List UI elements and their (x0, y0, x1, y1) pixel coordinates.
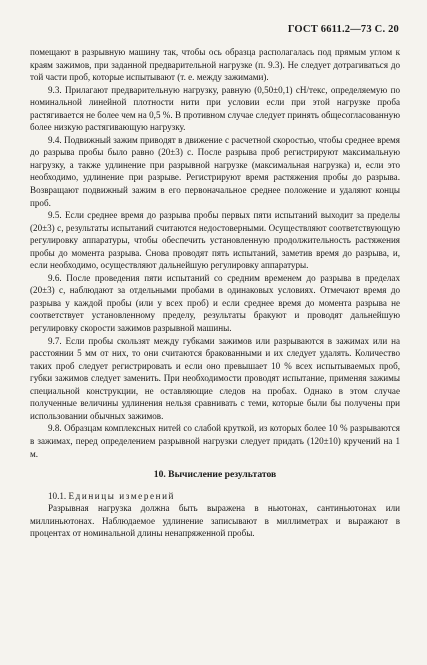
subsection-heading (30, 490, 400, 503)
section-title: 10. Вычисление результатов (153, 469, 277, 481)
subsection-number: 10.1. (48, 490, 67, 501)
paragraph-9-3: 9.3. Прилагают предварительную нагрузку, равную (0,50±0,1) сН/текс, определяемую по номинальной линейной плотности нити при условии если при этой нагрузке проба растягивается не более чем на 0,5 %. В противном случае следует принять общесогласованную более низкую растягивающую нагрузку. (30, 84, 400, 133)
paragraph-9-4: 9.4. Подвижный зажим приводят в движение с расчетной скоростью, чтобы среднее время до разрыва пробы было равно (20±3) с. После разрыва проб регистрируют максимальную нагрузку, а также удлинение при разрывной нагрузке (максимальная нагрузка) и, если это необходимо, удлинение при разрыве. Регистрируют время растяжения пробы до разрыва. Возвращают подвижный зажим в его первоначальное среднее положение и удаляют концы проб. (30, 134, 400, 208)
paragraph-9-6: 9.6. После проведения пяти испытаний со средним временем до разрыва в пределах (20±3) с, наблюдают за отдельными пробами в одинаковых условиях. Отмечают время до разрыва у каждой пробы (или у всех проб) и если среднее время до момента разрыва не соответствует установленному пределу, результаты бракуют и проводят дальнейшую регулировку скорости зажимов разрывной машины. (30, 272, 400, 334)
page-content (30, 46, 400, 540)
paragraph-9-8: 9.8. Образцам комплексных нитей со слабой круткой, из которых более 10 % разрываются в зажимах, перед определением разрывной нагрузки следует придать (120±10) кручений на 1 м. (30, 423, 400, 459)
paragraph-9-7: 9.7. Если пробы скользят между губками зажимов или разрываются в зажимах или на расстоянии 5 мм от них, то они считаются бракованными и их следует удалять. Количество таких проб следует регистрировать и если оно превышает 10 % всех испытываемых проб, губки зажимов следует заменить. При необходимости проводят испытание, применяя зажимы специальной конструкции, не оставляющие следов на пробах. Однако в этом случае полученные величины удлинения нельзя сравнивать с теми, которые были бы получены при использовании обычных зажимов. (30, 335, 400, 421)
paragraph-10-1: Разрывная нагрузка должна быть выражена в ньютонах, сантиньютонах или миллиньютонах. Наблюдаемое удлинение записывают в миллиметрах и выражают в процентах от номинальной длины ненапряженной пробы. (30, 503, 400, 539)
subsection-title: Единицы измерений (68, 490, 176, 501)
paragraph-9-5: 9.5. Если среднее время до разрыва пробы первых пяти испытаний выходит за пределы (20±3) с, результаты испытаний считаются недостоверными. Осуществляют соответствующую регулировку аппаратуры, чтобы обеспечить установленную продолжительность растяжения пробы до момента разрыва. Снова проводят пять испытаний, заметив время до разрыва, и, если необходимо, осуществляют дальнейшую регулировку аппаратуры. (30, 210, 400, 271)
paragraph-continued: помещают в разрывную машину так, чтобы ось образца располагалась под прямым углом к краям зажимов, при заданной предварительной нагрузке (п. 9.3). Не следует дотрагиваться до той части проб, которые испытывают (т. е. между зажимами). (30, 47, 400, 83)
page-header: ГОСТ 6611.2—73 С. 20 (287, 24, 399, 35)
